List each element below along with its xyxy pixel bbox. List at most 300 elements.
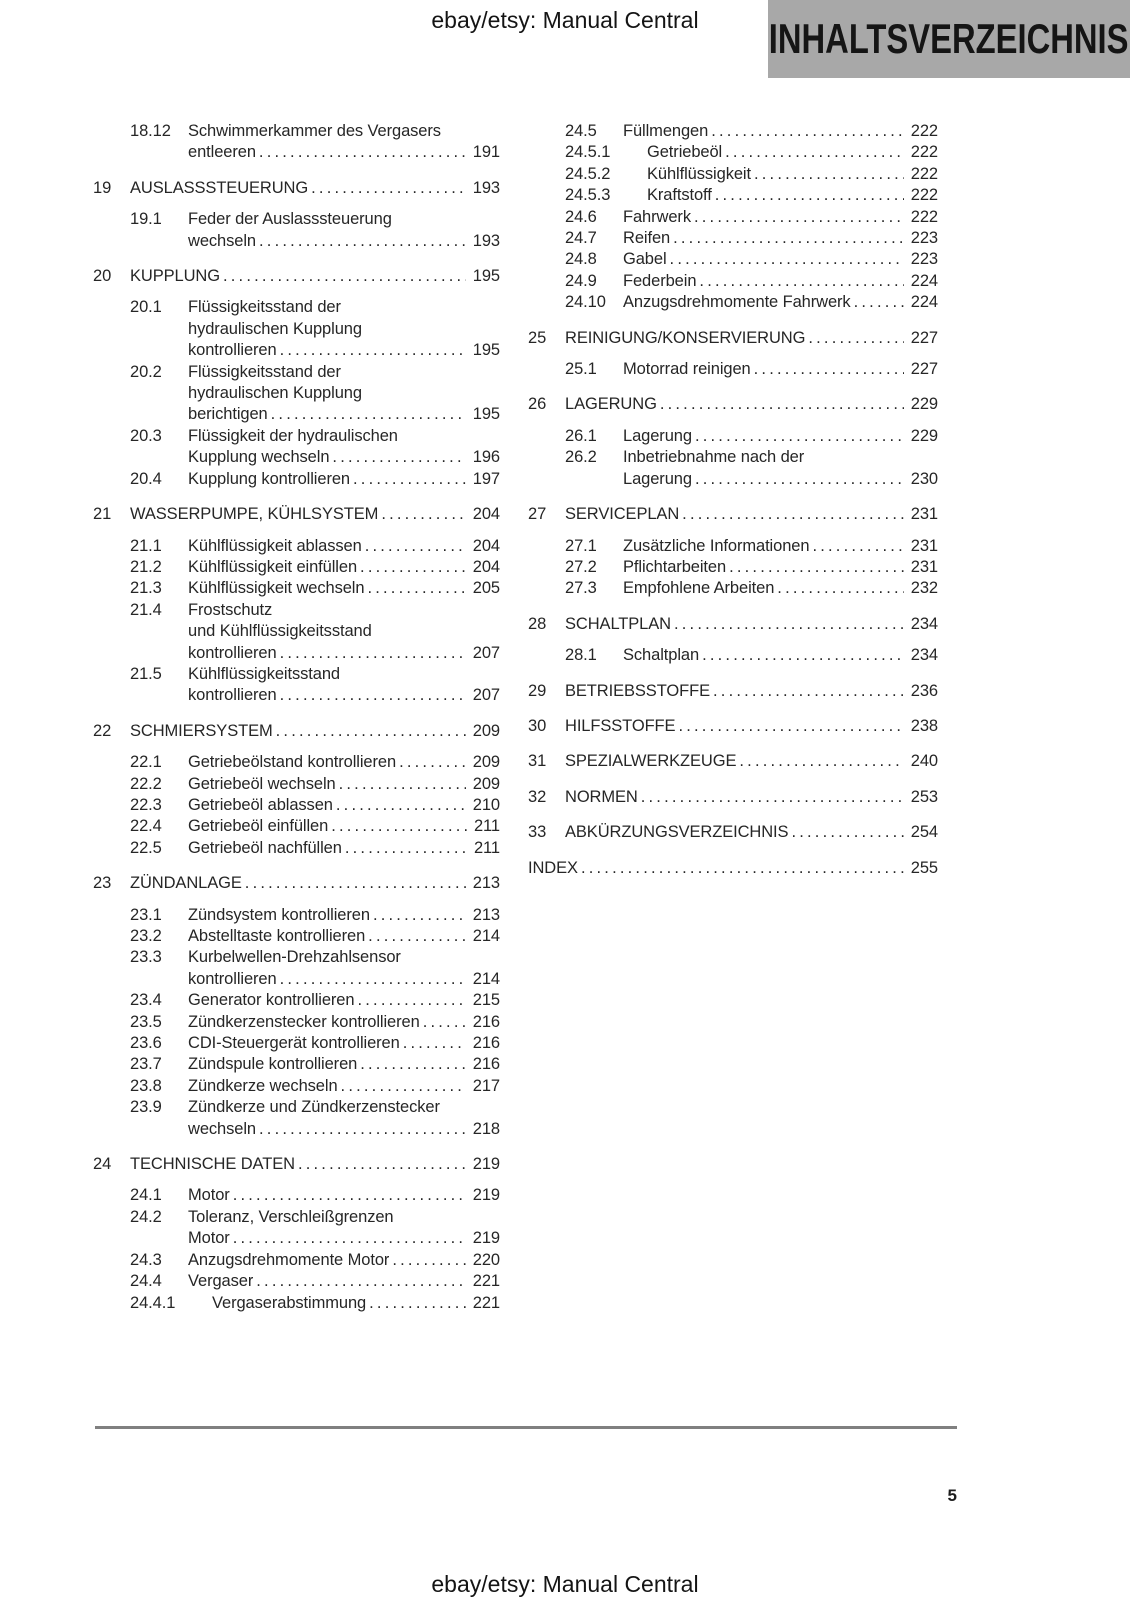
- toc-entry-number: 24.10: [565, 293, 606, 312]
- toc-title-line: Gabel: [623, 250, 667, 269]
- toc-leader-dots: [695, 469, 904, 490]
- toc-entry-title: [565, 681, 938, 702]
- toc-leader-dots: [673, 228, 904, 249]
- toc-title-lastline: [188, 990, 500, 1011]
- toc-entry-title: [188, 297, 500, 361]
- toc-leader-dots: [715, 185, 904, 206]
- toc-title-line: Kupplung wechseln: [188, 448, 330, 467]
- toc-page-number: 216: [472, 1034, 500, 1053]
- toc-title-line: Getriebeöl: [647, 143, 723, 162]
- toc-section-entry: [528, 121, 938, 142]
- toc-section-entry: [93, 1207, 500, 1250]
- toc-title-lastline: [565, 751, 938, 772]
- toc-leader-dots: [699, 271, 903, 292]
- toc-section-entry: [528, 228, 938, 249]
- toc-title-line: Pflichtarbeiten: [623, 557, 727, 576]
- toc-title-line: Schwimmerkammer des Vergasers: [188, 122, 441, 140]
- toc-entry-number: 22.5: [130, 838, 162, 857]
- toc-entry-title: [647, 164, 938, 185]
- toc-title-line: und Kühlflüssigkeitsstand: [188, 622, 372, 641]
- toc-title-lastline: [188, 1012, 500, 1033]
- toc-entry-number: 24.2: [130, 1207, 162, 1226]
- toc-entry-title: [130, 266, 500, 287]
- toc-entry-number: 30: [528, 716, 547, 735]
- toc-title-lastline: [130, 1154, 500, 1175]
- toc-entry-title: [188, 926, 500, 947]
- toc-entry-title: [623, 292, 938, 313]
- toc-entry-title: [188, 1076, 500, 1097]
- toc-title-lastline: [188, 231, 500, 252]
- toc-chapter-entry: [528, 394, 938, 415]
- toc-title-line: LAGERUNG: [565, 395, 657, 414]
- toc-title-line: hydraulischen Kupplung: [188, 319, 362, 338]
- toc-entry-title: [623, 536, 938, 557]
- toc-entry-number: 23.3: [130, 948, 162, 967]
- toc-entry-number: 26: [528, 395, 547, 414]
- toc-title-lastline: [623, 121, 938, 142]
- toc-leader-dots: [233, 1228, 466, 1249]
- toc-title-line: HILFSSTOFFE: [565, 716, 676, 735]
- toc-title-lastline: [623, 426, 938, 447]
- toc-entry-title: [212, 1293, 500, 1314]
- toc-section-entry: [93, 209, 500, 252]
- toc-leader-dots: [280, 969, 466, 990]
- toc-entry-number: 28.1: [565, 646, 597, 665]
- toc-page-number: 211: [473, 817, 500, 836]
- toc-title-lastline: [188, 1076, 500, 1097]
- toc-section-entry: [528, 578, 938, 599]
- toc-title-line: Fahrwerk: [623, 207, 691, 226]
- toc-title-line: Motorrad reinigen: [623, 360, 751, 379]
- toc-title-lastline: [188, 838, 500, 859]
- toc-title-line: Kühlflüssigkeit einfüllen: [188, 557, 358, 576]
- toc-title-lastline: [188, 557, 500, 578]
- toc-entry-title: [188, 600, 500, 664]
- toc-title-line: wechseln: [188, 231, 256, 250]
- toc-entry-number: 27: [528, 505, 547, 524]
- toc-title-line: Vergaser: [188, 1272, 254, 1291]
- toc-title-lastline: [130, 178, 500, 199]
- toc-title-lastline: [188, 1250, 500, 1271]
- toc-leader-dots: [581, 858, 904, 879]
- toc-title-lastline: [647, 185, 938, 206]
- toc-page-number: 191: [472, 143, 500, 162]
- toc-entry-title: [647, 185, 938, 206]
- toc-title-lastline: [623, 359, 938, 380]
- toc-title-lastline: [565, 822, 938, 843]
- toc-entry-number: 19: [93, 178, 112, 197]
- toc-title-lastline: [130, 721, 500, 742]
- toc-leader-dots: [341, 1076, 466, 1097]
- toc-title-lastline: [188, 447, 500, 468]
- toc-entry-number: 23: [93, 874, 112, 893]
- toc-title-lastline: [623, 578, 938, 599]
- toc-title-line: Füllmengen: [623, 122, 709, 140]
- toc-entry-number: 24.7: [565, 229, 597, 248]
- toc-chapter-entry: [528, 614, 938, 635]
- toc-page-number: 219: [472, 1155, 500, 1174]
- toc-section-entry: [93, 1076, 500, 1097]
- toc-entry-title: [623, 271, 938, 292]
- toc-page-number: 195: [472, 405, 500, 424]
- toc-page-number: 223: [910, 250, 938, 269]
- toc-entry-number: 22.1: [130, 753, 162, 772]
- toc-title-lastline: [188, 1271, 500, 1292]
- page-title-banner: [768, 0, 1130, 78]
- toc-entry-title: [565, 787, 938, 808]
- toc-section-entry: [93, 1185, 500, 1206]
- toc-section-entry: [93, 905, 500, 926]
- toc-section-entry: [93, 664, 500, 707]
- page-number: 5: [947, 1486, 957, 1505]
- toc-page-number: 229: [910, 395, 938, 414]
- toc-entry-number: 23.6: [130, 1034, 162, 1053]
- toc-title-line: Zündsystem kontrollieren: [188, 905, 370, 924]
- toc-title-line: Kupplung kontrollieren: [188, 469, 350, 488]
- toc-page-number: 213: [472, 905, 500, 924]
- toc-leader-dots: [791, 822, 903, 843]
- toc-title-line: kontrollieren: [188, 686, 277, 705]
- toc-chapter-entry: [528, 716, 938, 737]
- toc-title-line: entleeren: [188, 143, 256, 162]
- toc-section-entry: [93, 297, 500, 361]
- toc-page-number: 195: [472, 267, 500, 286]
- toc-leader-dots: [808, 328, 903, 349]
- toc-title-line: KUPPLUNG: [130, 267, 220, 286]
- toc-section-entry: [93, 947, 500, 990]
- toc-page-number: 229: [910, 426, 938, 445]
- toc-title-lastline: [528, 858, 938, 879]
- toc-chapter-entry: [528, 751, 938, 772]
- toc-title-lastline: [188, 816, 500, 837]
- toc-entry-number: 24.4: [130, 1272, 162, 1291]
- toc-title-lastline: [188, 536, 500, 557]
- toc-section-entry: [528, 359, 938, 380]
- toc-section-entry: [528, 207, 938, 228]
- toc-entry-title: [188, 947, 500, 990]
- toc-entry-number: 24.6: [565, 207, 597, 226]
- toc-title-line: Generator kontrollieren: [188, 991, 355, 1010]
- toc-page-number: 222: [910, 143, 938, 162]
- toc-entry-number: 32: [528, 787, 547, 806]
- toc-page-number: 195: [472, 341, 500, 360]
- toc-entry-title: [188, 209, 500, 252]
- toc-page-number: 227: [910, 328, 938, 347]
- toc-title-line: Flüssigkeitsstand der: [188, 362, 341, 381]
- toc-section-entry: [93, 362, 500, 426]
- toc-leader-dots: [403, 1033, 466, 1054]
- toc-page-number: 227: [910, 360, 938, 379]
- toc-leader-dots: [682, 504, 904, 525]
- toc-title-lastline: [188, 774, 500, 795]
- toc-title-line: SPEZIALWERKZEUGE: [565, 752, 737, 771]
- toc-chapter-entry: [93, 873, 500, 894]
- toc-entry-title: [623, 249, 938, 270]
- toc-title-line: Kraftstoff: [647, 186, 712, 205]
- toc-section-entry: [528, 557, 938, 578]
- toc-section-entry: [93, 1250, 500, 1271]
- toc-title-lastline: [130, 266, 500, 287]
- toc-title-line: Lagerung: [623, 469, 692, 488]
- toc-title-lastline: [647, 164, 938, 185]
- toc-page-number: 231: [910, 505, 938, 524]
- toc-entry-title: [623, 359, 938, 380]
- toc-title-lastline: [188, 578, 500, 599]
- toc-title-line: WASSERPUMPE, KÜHLSYSTEM: [130, 505, 379, 524]
- toc-leader-dots: [360, 557, 466, 578]
- toc-page-number: 216: [472, 1055, 500, 1074]
- toc-section-entry: [528, 447, 938, 490]
- toc-leader-dots: [280, 340, 466, 361]
- toc-chapter-entry: [93, 178, 500, 199]
- toc-chapter-entry: [528, 787, 938, 808]
- toc-title-line: ABKÜRZUNGSVERZEICHNIS: [565, 823, 789, 842]
- toc-page-number: 209: [472, 721, 500, 740]
- toc-title-line: Flüssigkeit der hydraulischen: [188, 426, 398, 445]
- toc-page-number: 254: [910, 823, 938, 842]
- toc-entry-title: [130, 873, 500, 894]
- toc-title-line: Kühlflüssigkeit wechseln: [188, 579, 365, 598]
- toc-title-lastline: [623, 207, 938, 228]
- toc-section-entry: [93, 1033, 500, 1054]
- toc-entry-number: 23.2: [130, 927, 162, 945]
- toc-column-left: [93, 121, 500, 1314]
- toc-entry-number: 20.3: [130, 426, 162, 445]
- toc-title-line: Zündkerze wechseln: [188, 1076, 338, 1095]
- toc-page-number: 240: [910, 752, 938, 771]
- toc-entry-number: 23.8: [130, 1076, 162, 1095]
- toc-chapter-entry: [528, 858, 938, 879]
- toc-section-entry: [528, 426, 938, 447]
- toc-entry-number: 24.9: [565, 271, 597, 290]
- toc-entry-number: 24.3: [130, 1250, 162, 1269]
- toc-entry-title: [565, 751, 938, 772]
- toc-page-number: 219: [472, 1229, 500, 1248]
- toc-title-line: Lagerung: [623, 426, 692, 445]
- toc-page-number: 222: [910, 122, 938, 140]
- toc-title-line: Empfohlene Arbeiten: [623, 579, 775, 598]
- toc-title-line: Abstelltaste kontrollieren: [188, 927, 366, 945]
- toc-title-lastline: [565, 681, 938, 702]
- toc-entry-number: 22.3: [130, 795, 162, 814]
- toc-entry-number: 23.4: [130, 991, 162, 1010]
- toc-title-lastline: [188, 752, 500, 773]
- toc-title-lastline: [188, 142, 500, 163]
- toc-section-entry: [93, 426, 500, 469]
- toc-leader-dots: [280, 685, 466, 706]
- toc-page-number: 215: [472, 991, 500, 1010]
- toc-title-line: REINIGUNG/KONSERVIERUNG: [565, 328, 806, 347]
- toc-leader-dots: [725, 142, 904, 163]
- toc-page-number: 224: [910, 271, 938, 290]
- toc-leader-dots: [259, 1119, 466, 1140]
- toc-entry-title: [565, 822, 938, 843]
- toc-page-number: 207: [472, 686, 500, 705]
- toc-title-line: Flüssigkeitsstand der: [188, 298, 341, 317]
- toc-title-line: Kühlflüssigkeit: [647, 164, 751, 183]
- toc-title-lastline: [130, 504, 500, 525]
- toc-section-entry: [528, 536, 938, 557]
- toc-page-number: 216: [472, 1012, 500, 1031]
- toc-chapter-entry: [528, 504, 938, 525]
- toc-entry-title: [623, 447, 938, 490]
- toc-section-entry: [93, 926, 500, 947]
- toc-entry-number: 21.4: [130, 600, 162, 619]
- toc-entry-title: [188, 1054, 500, 1075]
- toc-page-number: 211: [473, 838, 500, 857]
- toc-leader-dots: [381, 504, 465, 525]
- toc-leader-dots: [670, 249, 904, 270]
- toc-title-line: Vergaserabstimmung: [212, 1293, 367, 1312]
- toc-title-lastline: [623, 557, 938, 578]
- toc-title-line: Schaltplan: [623, 646, 700, 665]
- toc-chapter-entry: [528, 328, 938, 349]
- toc-page-number: 205: [472, 579, 500, 598]
- toc-leader-dots: [777, 578, 903, 599]
- toc-section-entry: [93, 1012, 500, 1033]
- toc-leader-dots: [423, 1012, 466, 1033]
- toc-leader-dots: [713, 681, 904, 702]
- toc-title-line: Kühlflüssigkeitsstand: [188, 664, 340, 683]
- toc-leader-dots: [854, 292, 904, 313]
- toc-entry-title: [188, 774, 500, 795]
- toc-title-lastline: [188, 1185, 500, 1206]
- toc-entry-title: [188, 816, 500, 837]
- toc-entry-title: [188, 1207, 500, 1250]
- toc-entry-title: [623, 426, 938, 447]
- footer-watermark: ebay/etsy: Manual Central: [431, 1571, 699, 1597]
- toc-chapter-entry: [93, 721, 500, 742]
- toc-section-entry: [93, 578, 500, 599]
- toc-title-lastline: [565, 504, 938, 525]
- toc-page-number: 193: [472, 231, 500, 250]
- toc-title-line: NORMEN: [565, 787, 638, 806]
- toc-page-number: 204: [472, 557, 500, 576]
- toc-title-line: Motor: [188, 1229, 230, 1248]
- toc-section-entry: [93, 1293, 500, 1314]
- toc-leader-dots: [702, 645, 904, 666]
- toc-leader-dots: [336, 795, 466, 816]
- toc-title-lastline: [188, 926, 500, 947]
- toc-leader-dots: [660, 394, 904, 415]
- toc-title-line: SCHMIERSYSTEM: [130, 721, 273, 740]
- toc-section-entry: [93, 752, 500, 773]
- toc-entry-number: 24.5.3: [565, 186, 611, 205]
- toc-entry-number: 25: [528, 328, 547, 347]
- toc-entry-number: 22: [93, 721, 112, 740]
- toc-entry-title: [623, 557, 938, 578]
- toc-title-line: kontrollieren: [188, 643, 277, 662]
- toc-entry-number: 20.2: [130, 362, 162, 381]
- toc-section-entry: [93, 557, 500, 578]
- toc-title-lastline: [565, 716, 938, 737]
- toc-leader-dots: [695, 426, 904, 447]
- toc-section-entry: [528, 249, 938, 270]
- toc-title-lastline: [565, 787, 938, 808]
- toc-title-line: Getriebeöl ablassen: [188, 795, 333, 814]
- toc-entry-number: 22.2: [130, 774, 162, 793]
- toc-entry-title: [130, 178, 500, 199]
- toc-entry-title: [188, 1033, 500, 1054]
- toc-entry-title: [623, 228, 938, 249]
- toc-title-line: TECHNISCHE DATEN: [130, 1155, 295, 1174]
- toc-title-line: hydraulischen Kupplung: [188, 384, 362, 403]
- toc-title-lastline: [623, 271, 938, 292]
- toc-title-line: SCHALTPLAN: [565, 614, 671, 633]
- toc-page-number: 214: [472, 927, 500, 945]
- toc-title-lastline: [188, 1033, 500, 1054]
- toc-entry-number: 21.2: [130, 557, 162, 576]
- toc-leader-dots: [276, 721, 466, 742]
- toc-leader-dots: [367, 578, 465, 599]
- toc-page-number: 220: [472, 1250, 500, 1269]
- toc-page-number: 253: [910, 787, 938, 806]
- toc-title-lastline: [188, 795, 500, 816]
- toc-page-number: 224: [910, 293, 938, 312]
- toc-entry-number: 23.1: [130, 905, 162, 924]
- toc-page-number: 255: [910, 858, 938, 877]
- toc-entry-number: 24.4.1: [130, 1293, 176, 1312]
- toc-chapter-entry: [528, 822, 938, 843]
- toc-chapter-entry: [93, 1154, 500, 1175]
- toc-title-lastline: [565, 614, 938, 635]
- toc-entry-number: 33: [528, 823, 547, 842]
- toc-title-line: Reifen: [623, 229, 671, 248]
- toc-title-lastline: [623, 536, 938, 557]
- toc-section-entry: [93, 795, 500, 816]
- toc-title-lastline: [188, 905, 500, 926]
- toc-leader-dots: [339, 774, 466, 795]
- toc-page-number: 221: [472, 1272, 500, 1291]
- toc-title-line: Getriebeölstand kontrollieren: [188, 753, 397, 772]
- toc-section-entry: [528, 645, 938, 666]
- toc-entry-title: [528, 858, 938, 879]
- header-watermark: ebay/etsy: Manual Central: [431, 7, 699, 33]
- toc-title-lastline: [188, 685, 500, 706]
- toc-page-number: 217: [472, 1076, 500, 1095]
- toc-entry-title: [188, 536, 500, 557]
- toc-section-entry: [93, 469, 500, 490]
- toc-entry-title: [188, 362, 500, 426]
- toc-title-lastline: [188, 969, 500, 990]
- toc-leader-dots: [392, 1250, 465, 1271]
- toc-entry-number: 24: [93, 1155, 112, 1174]
- toc-section-entry: [93, 121, 500, 164]
- toc-entry-number: 21: [93, 505, 112, 524]
- toc-title-lastline: [565, 328, 938, 349]
- toc-page-number: 222: [910, 164, 938, 183]
- toc-page-number: 219: [472, 1186, 500, 1205]
- toc-title-lastline: [188, 1228, 500, 1249]
- toc-title-lastline: [188, 340, 500, 361]
- toc-leader-dots: [711, 121, 904, 142]
- toc-leader-dots: [360, 1054, 466, 1075]
- toc-page-number: 209: [472, 753, 500, 772]
- toc-leader-dots: [280, 643, 466, 664]
- toc-title-line: Motor: [188, 1186, 230, 1205]
- toc-chapter-entry: [93, 266, 500, 287]
- toc-entry-title: [565, 716, 938, 737]
- toc-page-number: 196: [472, 448, 500, 467]
- toc-entry-title: [188, 426, 500, 469]
- toc-page-number: 232: [910, 579, 938, 598]
- toc-title-line: BETRIEBSSTOFFE: [565, 681, 710, 700]
- toc-page-number: 231: [910, 536, 938, 555]
- toc-entry-number: 24.5: [565, 122, 597, 140]
- toc-entry-number: 27.2: [565, 557, 597, 576]
- toc-entry-number: 26.1: [565, 426, 597, 445]
- toc-entry-number: 20.1: [130, 298, 162, 317]
